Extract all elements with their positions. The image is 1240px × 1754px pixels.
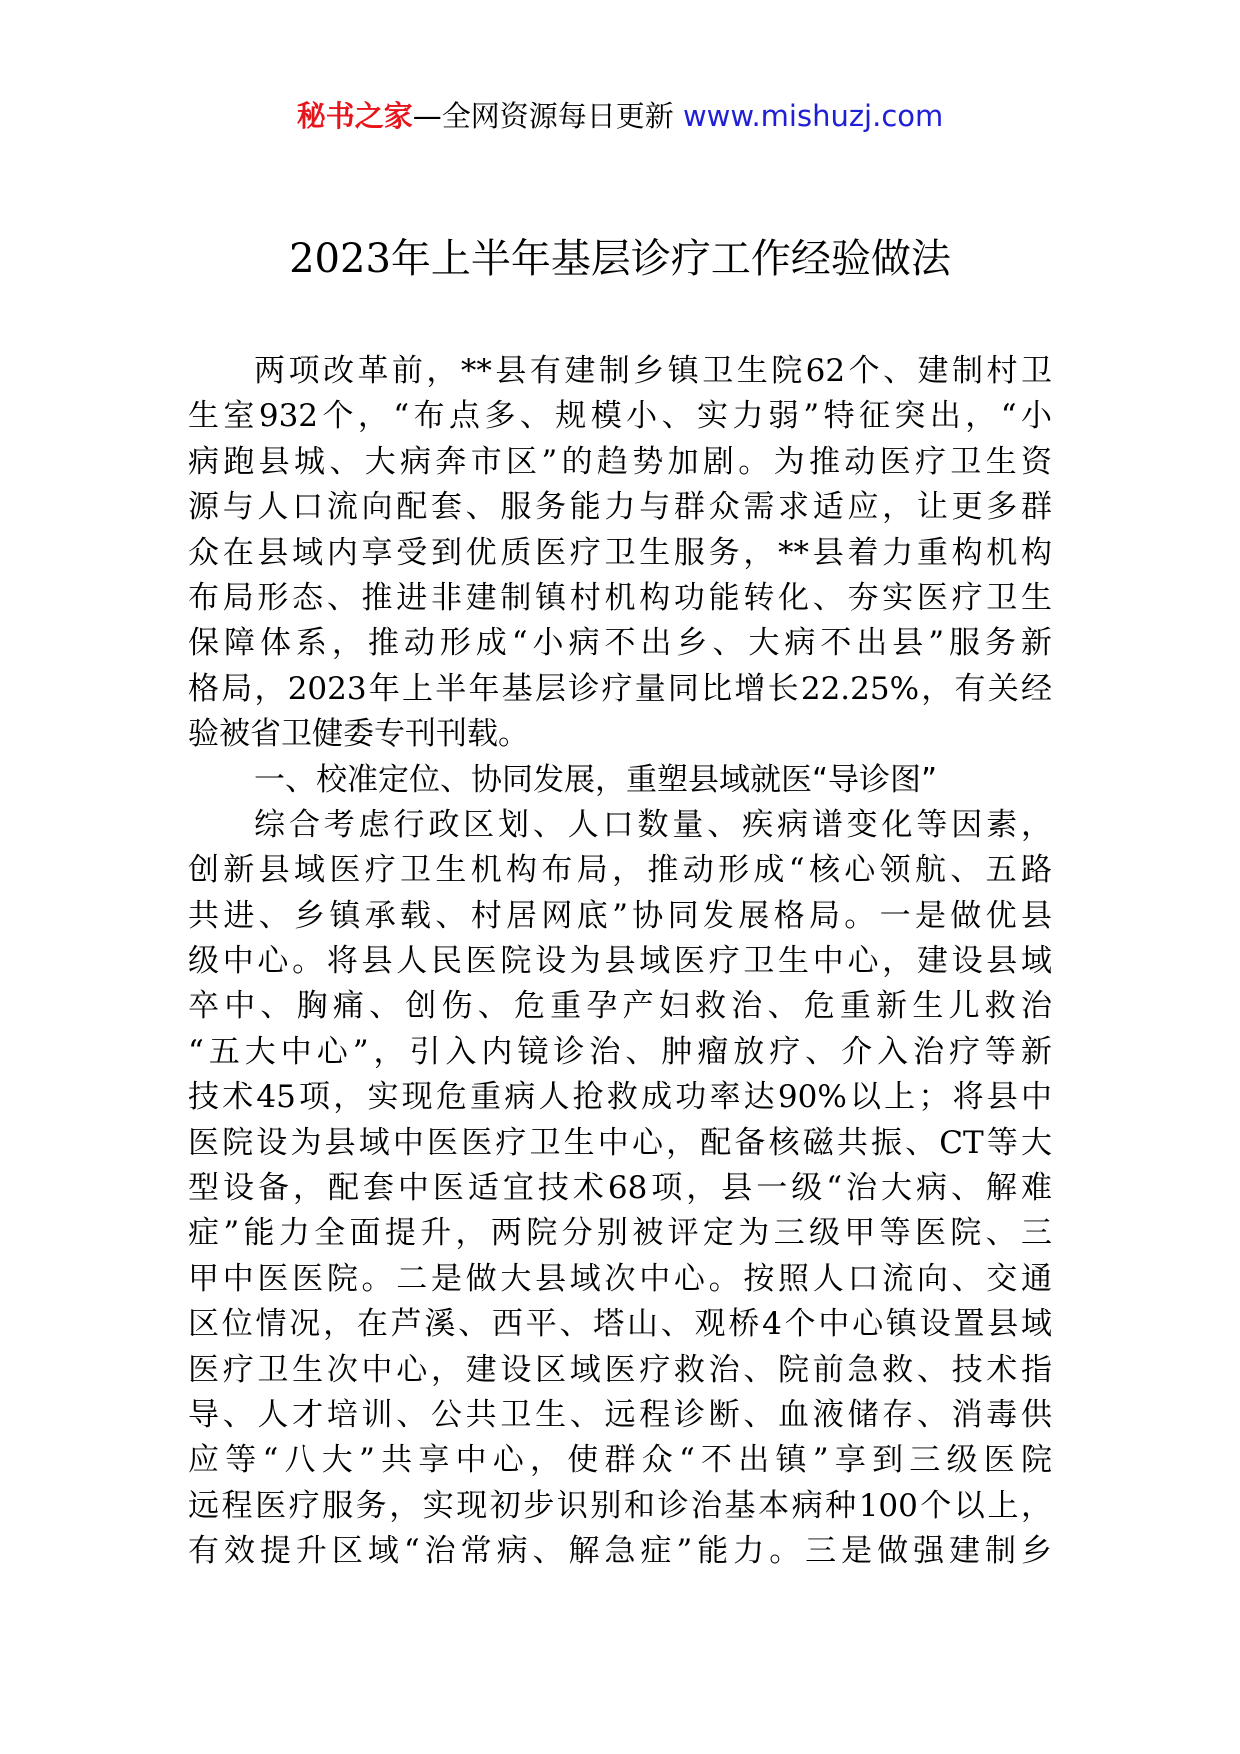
body-line: 卒中、胸痛、创伤、危重孕产妇救治、危重新生儿救治 bbox=[188, 988, 1052, 1025]
body-line: 有效提升区域“治常病、解急症”能力。三是做强建制乡 bbox=[188, 1533, 1052, 1570]
body-line: 技术45项，实现危重病人抢救成功率达90%以上；将县中 bbox=[188, 1079, 1052, 1116]
body-line: 两项改革前，**县有建制乡镇卫生院62个、建制村卫 bbox=[254, 353, 1052, 389]
body-line: 型设备，配套中医适宜技术68项，县一级“治大病、解难 bbox=[188, 1170, 1052, 1207]
document-title: 2023年上半年基层诊疗工作经验做法 bbox=[289, 236, 951, 282]
site-url-link[interactable]: www.mishuzj.com bbox=[682, 99, 944, 133]
body-line: 应等“八大”共享中心，使群众“不出镇”享到三级医院 bbox=[188, 1442, 1052, 1479]
body-line: 综合考虑行政区划、人口数量、疾病谱变化等因素， bbox=[254, 806, 1052, 843]
body-line: 病跑县城、大病奔市区”的趋势加剧。为推动医疗卫生资 bbox=[188, 443, 1052, 480]
section-heading: 一、校准定位、协同发展，重塑县域就医“导诊图” bbox=[254, 761, 938, 798]
body-line: 导、人才培训、公共卫生、远程诊断、血液储存、消毒供 bbox=[188, 1396, 1052, 1433]
body-line: 创新县域医疗卫生机构布局，推动形成“核心领航、五路 bbox=[188, 852, 1052, 889]
body-line: 生室932个，“布点多、规模小、实力弱”特征突出，“小 bbox=[188, 398, 1052, 435]
site-header bbox=[0, 96, 1240, 136]
body-line: “五大中心”，引入内镜诊治、肿瘤放疗、介入治疗等新 bbox=[188, 1033, 1052, 1070]
body-line: 甲中医医院。二是做大县域次中心。按照人口流向、交通 bbox=[188, 1260, 1052, 1297]
site-tagline: —全网资源每日更新 bbox=[412, 99, 674, 133]
body-line: 级中心。将县人民医院设为县域医疗卫生中心，建设县域 bbox=[188, 943, 1052, 980]
body-line: 共进、乡镇承载、村居网底”协同发展格局。一是做优县 bbox=[188, 897, 1052, 934]
body-line: 症”能力全面提升，两院分别被评定为三级甲等医院、三 bbox=[188, 1215, 1052, 1252]
document-body bbox=[188, 349, 1052, 1575]
body-line: 源与人口流向配套、服务能力与群众需求适应，让更多群 bbox=[188, 489, 1052, 526]
body-line: 布局形态、推进非建制镇村机构功能转化、夯实医疗卫生 bbox=[188, 579, 1052, 616]
site-brand: 秘书之家 bbox=[296, 99, 413, 133]
body-line: 众在县域内享受到优质医疗卫生服务，**县着力重构机构 bbox=[188, 534, 1052, 571]
body-line: 格局，2023年上半年基层诊疗量同比增长22.25%，有关经 bbox=[188, 670, 1052, 707]
body-line: 区位情况，在芦溪、西平、塔山、观桥4个中心镇设置县域 bbox=[188, 1306, 1052, 1343]
body-line: 验被省卫健委专刊刊载。 bbox=[188, 716, 529, 753]
body-line: 保障体系，推动形成“小病不出乡、大病不出县”服务新 bbox=[188, 625, 1052, 662]
body-line: 远程医疗服务，实现初步识别和诊治基本病种100个以上， bbox=[188, 1487, 1052, 1524]
body-line: 医院设为县域中医医疗卫生中心，配备核磁共振、CT等大 bbox=[188, 1124, 1052, 1161]
body-line: 医疗卫生次中心，建设区域医疗救治、院前急救、技术指 bbox=[188, 1351, 1052, 1388]
